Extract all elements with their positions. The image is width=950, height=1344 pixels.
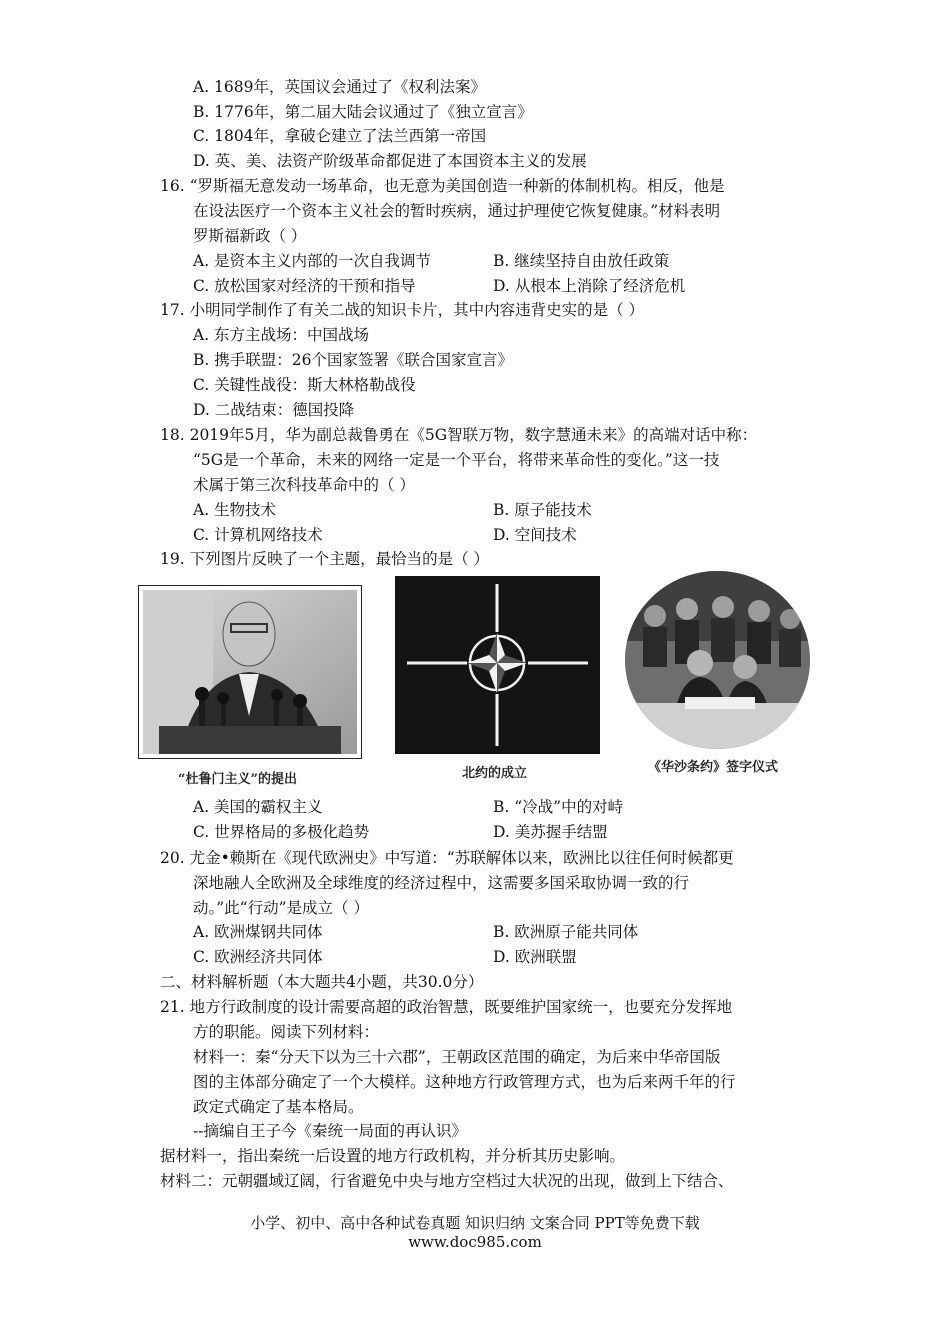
q16-option-d: D. 从根本上消除了经济危机 <box>493 277 686 295</box>
q19-option-c: C. 世界格局的多极化趋势 <box>193 823 370 841</box>
q20-option-b: B. 欧洲原子能共同体 <box>493 923 639 941</box>
q17-option-c: C. 关键性战役：斯大林格勒战役 <box>193 376 416 394</box>
q18-stem-line3: 术属于第三次科技革命中的（ ） <box>193 476 415 494</box>
warsaw-pact-photo <box>625 571 810 749</box>
warsaw-pact-image <box>625 571 810 749</box>
q15-option-a: A. 1689年，英国议会通过了《权利法案》 <box>193 78 486 96</box>
footer-url[interactable]: www.doc985.com <box>408 1233 542 1251</box>
q18-option-d: D. 空间技术 <box>493 526 577 544</box>
q19-option-a: A. 美国的霸权主义 <box>193 798 323 816</box>
q18-stem-line1: 18. 2019年5月，华为副总裁鲁勇在《5G智联万物，数字慧通未来》的高端对话中称： <box>160 426 758 444</box>
nato-compass-icon <box>395 576 600 754</box>
q21-material1-line1: 材料一：秦“分天下以为三十六郡”，王朝政区范围的确定，为后来中华帝国版 <box>193 1048 721 1066</box>
q21-material2-line1: 材料二：元朝疆域辽阔，行省避免中央与地方空档过大状况的出现，做到上下结合、 <box>160 1172 734 1190</box>
q19-stem: 19. 下列图片反映了一个主题，最恰当的是（ ） <box>160 550 490 568</box>
q18-stem-line2: “5G是一个革命，未来的网络一定是一个平台，将带来革命性的变化。”这一技 <box>193 451 720 469</box>
q18-option-b: B. 原子能技术 <box>493 501 592 519</box>
q21-stem-line1: 21. 地方行政制度的设计需要高超的政治智慧，既要维护国家统一，也要充分发挥地 <box>160 998 733 1016</box>
q15-option-c: C. 1804年，拿破仑建立了法兰西第一帝国 <box>193 127 487 145</box>
nato-flag-photo <box>395 576 600 754</box>
q16-stem-line2: 在设法医疗一个资本主义社会的暂时疾病，通过护理使它恢复健康。”材料表明 <box>193 202 721 220</box>
q19-option-d: D. 美苏握手结盟 <box>493 823 608 841</box>
q15-option-d: D. 英、美、法资产阶级革命都促进了本国资本主义的发展 <box>193 152 587 170</box>
q21-question1: 据材料一，指出秦统一后设置的地方行政机构，并分析其历史影响。 <box>160 1147 626 1165</box>
caption-nato: 北约的成立 <box>462 766 528 781</box>
q17-stem: 17. 小明同学制作了有关二战的知识卡片，其中内容违背史实的是（ ） <box>160 301 645 319</box>
q21-material1-source: --摘编自王子今《秦统一局面的再认识》 <box>193 1122 467 1140</box>
caption-truman: “杜鲁门主义”的提出 <box>178 772 297 787</box>
footer-promo: 小学、初中、高中各种试卷真题 知识归纳 文案合同 PPT等免费下载 <box>250 1214 700 1232</box>
q17-option-d: D. 二战结束：德国投降 <box>193 401 355 419</box>
q16-stem-line3: 罗斯福新政（ ） <box>193 227 307 245</box>
q21-stem-line2: 方的职能。阅读下列材料： <box>193 1023 380 1041</box>
q20-stem-line3: 动。”此“行动”是成立（ ） <box>193 899 369 917</box>
q17-option-b: B. 携手联盟：26个国家签署《联合国家宣言》 <box>193 351 513 369</box>
q19-option-b: B. “冷战”中的对峙 <box>493 798 624 816</box>
q16-stem-line1: 16. “罗斯福无意发动一场革命，也无意为美国创造一种新的体制机构。相反，他是 <box>160 177 725 195</box>
q17-option-a: A. 东方主战场：中国战场 <box>193 326 370 344</box>
q21-material1-line3: 政定式确定了基本格局。 <box>193 1098 364 1116</box>
q16-option-b: B. 继续坚持自由放任政策 <box>493 252 670 270</box>
q20-option-a: A. 欧洲煤钢共同体 <box>193 923 323 941</box>
q16-option-a: A. 是资本主义内部的一次自我调节 <box>193 252 432 270</box>
q20-stem-line1: 20. 尤金•赖斯在《现代欧洲史》中写道：“苏联解体以来，欧洲比以往任何时候都更 <box>160 849 734 867</box>
q15-option-b: B. 1776年，第二届大陆会议通过了《独立宣言》 <box>193 103 533 121</box>
q18-option-a: A. 生物技术 <box>193 501 277 519</box>
section-2-heading: 二、材料解析题（本大题共4小题，共30.0分） <box>160 973 484 991</box>
q20-option-c: C. 欧洲经济共同体 <box>193 948 323 966</box>
caption-warsaw: 《华沙条约》签字仪式 <box>648 760 779 775</box>
q21-material1-line2: 图的主体部分确定了一个大模样。这种地方行政管理方式，也为后来两千年的行 <box>193 1073 736 1091</box>
q16-option-c: C. 放松国家对经济的干预和指导 <box>193 277 416 295</box>
q18-option-c: C. 计算机网络技术 <box>193 526 323 544</box>
q20-stem-line2: 深地融人全欧洲及全球维度的经济过程中，这需要多国采取协调一致的行 <box>193 874 690 892</box>
truman-photo <box>138 585 362 759</box>
truman-photo-image <box>139 586 361 758</box>
q20-option-d: D. 欧洲联盟 <box>493 948 577 966</box>
